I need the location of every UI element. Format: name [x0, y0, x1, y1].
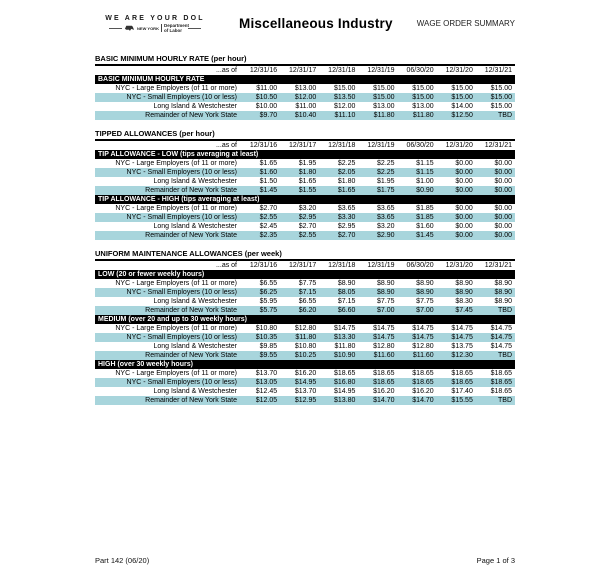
- rate-cell: $11.60: [373, 352, 395, 359]
- date-column-header: 06/30/20: [406, 262, 434, 269]
- date-column-header: 12/31/21: [484, 262, 512, 269]
- table-row: [95, 387, 515, 396]
- rate-cell: $0.00: [455, 223, 473, 230]
- rate-cell: $11.80: [295, 334, 317, 341]
- rate-cell: $14.75: [373, 325, 395, 332]
- region-label: Remainder of New York State: [145, 307, 237, 314]
- rate-cell: $0.00: [494, 214, 512, 221]
- rate-cell: $1.65: [259, 160, 278, 167]
- rate-cell: $0.00: [455, 160, 473, 167]
- date-column-header: 12/31/16: [249, 142, 278, 149]
- date-column-header: 06/30/20: [406, 67, 434, 74]
- dol-logo-subline: [95, 23, 215, 33]
- rate-cell: $14.95: [334, 388, 356, 395]
- date-column-header: 12/31/17: [289, 67, 317, 74]
- rate-cell: TBD: [498, 112, 512, 119]
- rate-cell: $13.00: [412, 103, 434, 110]
- date-column-header: 12/31/20: [445, 262, 473, 269]
- logo-state-text: NEW YORK: [137, 25, 159, 31]
- logo-dash-left: [109, 28, 122, 29]
- page-title: Miscellaneous Industry: [239, 16, 393, 31]
- rate-table: [95, 66, 515, 120]
- rate-cell: $2.70: [259, 205, 278, 212]
- region-label: NYC - Small Employers (10 or less): [126, 94, 237, 101]
- rate-cell: $11.10: [334, 112, 356, 119]
- rate-cell: $8.90: [416, 280, 434, 287]
- rate-cell: $7.75: [377, 298, 395, 305]
- rate-cell: $7.00: [416, 307, 434, 314]
- rate-cell: $3.65: [377, 214, 395, 221]
- rate-cell: $14.75: [412, 325, 434, 332]
- rate-cell: $1.65: [298, 178, 317, 185]
- rate-cell: $12.30: [451, 352, 473, 359]
- table-row: [95, 378, 515, 387]
- table-row: [95, 396, 515, 405]
- as-of-label: ...as of: [215, 142, 237, 149]
- date-column-header: 12/31/21: [484, 142, 512, 149]
- wage-table-section: [95, 249, 515, 405]
- rate-cell: $8.90: [416, 289, 434, 296]
- rate-cell: $12.95: [294, 397, 317, 404]
- rate-cell: $1.15: [416, 169, 434, 176]
- rate-cell: $1.45: [259, 187, 278, 194]
- rate-cell: $8.05: [337, 289, 356, 296]
- rate-cell: $7.15: [298, 289, 317, 296]
- rate-cell: $10.50: [255, 94, 278, 101]
- rate-cell: $0.00: [455, 205, 473, 212]
- rate-cell: $2.35: [259, 232, 278, 239]
- rate-cell: $12.00: [334, 103, 356, 110]
- rate-cell: $14.75: [334, 325, 356, 332]
- rate-cell: $10.40: [294, 112, 317, 119]
- rate-cell: $14.70: [412, 397, 434, 404]
- region-label: Long Island & Westchester: [153, 298, 237, 305]
- rate-cell: $10.35: [255, 334, 278, 341]
- category-band: TIP ALLOWANCE - HIGH (tips averaging at least): [95, 195, 515, 204]
- region-label: Remainder of New York State: [145, 232, 237, 239]
- as-of-label: ...as of: [215, 262, 237, 269]
- rate-cell: $16.80: [334, 379, 356, 386]
- rate-cell: $0.00: [494, 169, 512, 176]
- rate-cell: $0.90: [416, 187, 434, 194]
- rate-cell: $8.90: [494, 289, 512, 296]
- section-title: BASIC MINIMUM HOURLY RATE (per hour): [95, 54, 515, 66]
- category-band: LOW (20 or fewer weekly hours): [95, 270, 515, 279]
- date-column-header: 12/31/19: [367, 262, 395, 269]
- rate-cell: $16.20: [294, 370, 317, 377]
- rate-cell: $18.65: [334, 370, 356, 377]
- rate-cell: $2.95: [337, 223, 356, 230]
- rate-cell: $15.00: [334, 85, 356, 92]
- rate-cell: $0.00: [455, 214, 473, 221]
- rate-cell: $15.00: [373, 85, 395, 92]
- rate-cell: $11.00: [256, 85, 278, 92]
- table-row: [95, 102, 515, 111]
- rate-cell: $2.55: [298, 232, 317, 239]
- category-band-row: [95, 360, 515, 369]
- rate-cell: $15.00: [490, 94, 512, 101]
- table-row: [95, 159, 515, 168]
- date-column-header: 12/31/18: [328, 67, 356, 74]
- logo-dash-right: [188, 28, 201, 29]
- rate-cell: $0.00: [455, 187, 473, 194]
- rate-cell: $9.85: [259, 343, 278, 350]
- rate-cell: $12.80: [373, 343, 395, 350]
- rate-cell: $0.00: [494, 187, 512, 194]
- date-column-header: 12/31/20: [445, 67, 473, 74]
- rate-cell: $13.80: [334, 397, 356, 404]
- rate-cell: $10.25: [294, 352, 317, 359]
- as-of-label: ...as of: [215, 67, 237, 74]
- table-row: [95, 324, 515, 333]
- rate-cell: $3.65: [377, 205, 395, 212]
- rate-cell: $16.20: [412, 388, 434, 395]
- footer-part-number: Part 142 (06/20): [95, 556, 150, 565]
- table-row: [95, 351, 515, 360]
- rate-cell: TBD: [498, 307, 512, 314]
- table-row: [95, 369, 515, 378]
- rate-cell: $5.95: [259, 298, 278, 305]
- region-label: NYC - Small Employers (10 or less): [126, 289, 237, 296]
- rate-cell: $14.75: [451, 334, 473, 341]
- rate-cell: $12.80: [294, 325, 317, 332]
- date-column-header: 06/30/20: [406, 142, 434, 149]
- region-label: NYC - Large Employers (of 11 or more): [115, 325, 237, 332]
- rate-cell: $3.20: [377, 223, 395, 230]
- rate-cell: $0.00: [494, 160, 512, 167]
- dol-logo: [95, 13, 215, 33]
- region-label: Remainder of New York State: [145, 112, 237, 119]
- rate-table: [95, 261, 515, 405]
- date-column-header: 12/31/17: [289, 262, 317, 269]
- rate-table: [95, 141, 515, 240]
- rate-cell: $0.00: [455, 178, 473, 185]
- region-label: NYC - Small Employers (10 or less): [126, 214, 237, 221]
- rate-cell: $2.45: [259, 223, 278, 230]
- rate-cell: $14.75: [490, 334, 512, 341]
- rate-cell: $8.30: [455, 298, 473, 305]
- section-title: UNIFORM MAINTENANCE ALLOWANCES (per week): [95, 249, 515, 261]
- rate-cell: $15.00: [412, 85, 434, 92]
- rate-cell: $14.75: [373, 334, 395, 341]
- date-column-header: 12/31/21: [484, 67, 512, 74]
- rate-cell: $12.05: [255, 397, 278, 404]
- rate-cell: $2.25: [377, 169, 395, 176]
- table-row: [95, 186, 515, 195]
- region-label: NYC - Small Employers (10 or less): [126, 379, 237, 386]
- rate-cell: $2.70: [298, 223, 317, 230]
- wage-order-summary-label: WAGE ORDER SUMMARY: [416, 19, 515, 28]
- table-row: [95, 111, 515, 120]
- region-label: NYC - Large Employers (of 11 or more): [115, 160, 237, 167]
- document-header: [95, 13, 515, 33]
- rate-cell: $1.85: [416, 214, 434, 221]
- tables-container: [95, 54, 515, 414]
- rate-cell: $2.95: [298, 214, 317, 221]
- footer-page-number: Page 1 of 3: [476, 556, 515, 565]
- region-label: Remainder of New York State: [145, 187, 237, 194]
- rate-cell: $8.90: [377, 289, 395, 296]
- region-label: Remainder of New York State: [145, 397, 237, 404]
- rate-cell: $16.20: [373, 388, 395, 395]
- logo-department-text: Department of Labor: [163, 23, 189, 34]
- rate-cell: $2.70: [337, 232, 356, 239]
- rate-cell: $0.00: [494, 223, 512, 230]
- rate-cell: $13.70: [255, 370, 278, 377]
- rate-cell: $8.90: [494, 280, 512, 287]
- table-row: [95, 177, 515, 186]
- table-row: [95, 93, 515, 102]
- region-label: Long Island & Westchester: [153, 103, 237, 110]
- table-row: [95, 333, 515, 342]
- region-label: NYC - Large Employers (of 11 or more): [115, 370, 237, 377]
- table-row: [95, 213, 515, 222]
- rate-cell: $18.65: [490, 379, 512, 386]
- rate-cell: $15.00: [451, 94, 473, 101]
- rate-cell: $12.50: [451, 112, 473, 119]
- rate-cell: $2.05: [337, 169, 356, 176]
- rate-cell: $14.75: [490, 325, 512, 332]
- rate-cell: $10.90: [334, 352, 356, 359]
- date-column-header: 12/31/18: [328, 262, 356, 269]
- region-label: Long Island & Westchester: [153, 223, 237, 230]
- rate-cell: $14.75: [451, 325, 473, 332]
- rate-cell: $8.90: [377, 280, 395, 287]
- wage-table-section: [95, 129, 515, 240]
- rate-cell: $12.00: [294, 94, 317, 101]
- rate-cell: $18.65: [490, 370, 512, 377]
- rate-cell: $11.80: [334, 343, 356, 350]
- wage-table-section: [95, 54, 515, 120]
- column-header-row: [95, 141, 515, 150]
- category-band-row: [95, 75, 515, 84]
- rate-cell: $3.20: [298, 205, 317, 212]
- rate-cell: $18.65: [451, 379, 473, 386]
- rate-cell: $1.60: [416, 223, 434, 230]
- rate-cell: $13.05: [255, 379, 278, 386]
- rate-cell: $1.50: [259, 178, 278, 185]
- rate-cell: $15.00: [412, 94, 434, 101]
- rate-cell: $6.60: [337, 307, 356, 314]
- rate-cell: $15.55: [451, 397, 473, 404]
- rate-cell: $18.65: [373, 370, 395, 377]
- rate-cell: $8.90: [337, 280, 356, 287]
- rate-cell: $12.45: [255, 388, 278, 395]
- region-label: Long Island & Westchester: [153, 343, 237, 350]
- rate-cell: $5.75: [259, 307, 278, 314]
- rate-cell: $1.95: [298, 160, 317, 167]
- rate-cell: $7.00: [377, 307, 395, 314]
- table-row: [95, 288, 515, 297]
- rate-cell: $6.25: [259, 289, 278, 296]
- rate-cell: $1.55: [298, 187, 317, 194]
- rate-cell: $8.90: [455, 289, 473, 296]
- date-column-header: 12/31/16: [249, 262, 278, 269]
- logo-divider: [161, 24, 162, 32]
- category-band: MEDIUM (over 20 and up to 30 weekly hours): [95, 315, 515, 324]
- rate-cell: $1.45: [416, 232, 434, 239]
- rate-cell: $13.50: [334, 94, 356, 101]
- rate-cell: $15.00: [490, 85, 512, 92]
- rate-cell: $12.80: [412, 343, 434, 350]
- rate-cell: $1.80: [337, 178, 356, 185]
- rate-cell: $6.20: [298, 307, 317, 314]
- rate-cell: $13.70: [294, 388, 317, 395]
- rate-cell: $14.75: [412, 334, 434, 341]
- category-band-row: [95, 150, 515, 159]
- category-band-row: [95, 315, 515, 324]
- rate-cell: $7.15: [337, 298, 356, 305]
- rate-cell: $15.00: [451, 85, 473, 92]
- rate-cell: $18.65: [412, 370, 434, 377]
- table-row: [95, 342, 515, 351]
- rate-cell: $18.65: [490, 388, 512, 395]
- rate-cell: $3.30: [337, 214, 356, 221]
- region-label: Long Island & Westchester: [153, 178, 237, 185]
- category-band: TIP ALLOWANCE - LOW (tips averaging at least): [95, 150, 515, 159]
- rate-cell: $8.90: [494, 298, 512, 305]
- category-band: HIGH (over 30 weekly hours): [95, 360, 515, 369]
- rate-cell: $11.80: [412, 112, 434, 119]
- rate-cell: $2.55: [259, 214, 278, 221]
- rate-cell: $9.55: [259, 352, 278, 359]
- rate-cell: $1.65: [337, 187, 356, 194]
- date-column-header: 12/31/16: [249, 67, 278, 74]
- column-header-row: [95, 261, 515, 270]
- rate-cell: $1.60: [259, 169, 278, 176]
- rate-cell: $0.00: [455, 232, 473, 239]
- rate-cell: $13.00: [373, 103, 395, 110]
- date-column-header: 12/31/18: [328, 142, 356, 149]
- rate-cell: $0.00: [494, 178, 512, 185]
- rate-cell: $7.45: [455, 307, 473, 314]
- table-row: [95, 279, 515, 288]
- rate-cell: $15.00: [490, 103, 512, 110]
- table-row: [95, 204, 515, 213]
- rate-cell: $6.55: [259, 280, 278, 287]
- rate-cell: $14.75: [490, 343, 512, 350]
- rate-cell: $1.95: [377, 178, 395, 185]
- rate-cell: $1.15: [416, 160, 434, 167]
- date-column-header: 12/31/19: [367, 142, 395, 149]
- rate-cell: $1.85: [416, 205, 434, 212]
- rate-cell: $13.75: [451, 343, 473, 350]
- rate-cell: $2.25: [377, 160, 395, 167]
- rate-cell: $13.30: [334, 334, 356, 341]
- category-band-row: [95, 195, 515, 204]
- category-band-row: [95, 270, 515, 279]
- rate-cell: $10.00: [255, 103, 278, 110]
- column-header-row: [95, 66, 515, 75]
- rate-cell: $1.00: [416, 178, 434, 185]
- rate-cell: $11.60: [412, 352, 434, 359]
- table-row: [95, 297, 515, 306]
- region-label: Long Island & Westchester: [153, 388, 237, 395]
- date-column-header: 12/31/17: [289, 142, 317, 149]
- region-label: NYC - Small Employers (10 or less): [126, 334, 237, 341]
- table-row: [95, 168, 515, 177]
- rate-cell: $3.65: [337, 205, 356, 212]
- rate-cell: $10.80: [255, 325, 278, 332]
- rate-cell: $13.00: [294, 85, 317, 92]
- region-label: NYC - Small Employers (10 or less): [126, 169, 237, 176]
- rate-cell: $2.25: [337, 160, 356, 167]
- rate-cell: $11.80: [373, 112, 395, 119]
- region-label: Remainder of New York State: [145, 352, 237, 359]
- region-label: NYC - Large Employers (of 11 or more): [115, 85, 237, 92]
- rate-cell: $18.65: [451, 370, 473, 377]
- rate-cell: $17.40: [451, 388, 473, 395]
- section-title: TIPPED ALLOWANCES (per hour): [95, 129, 515, 141]
- rate-cell: $0.00: [494, 205, 512, 212]
- region-label: NYC - Large Employers (of 11 or more): [115, 280, 237, 287]
- category-band: BASIC MINIMUM HOURLY RATE: [95, 75, 515, 84]
- rate-cell: $0.00: [494, 232, 512, 239]
- rate-cell: $2.90: [377, 232, 395, 239]
- table-row: [95, 306, 515, 315]
- table-row: [95, 231, 515, 240]
- rate-cell: $10.80: [294, 343, 317, 350]
- document-footer: [95, 556, 515, 565]
- rate-cell: $14.95: [294, 379, 317, 386]
- region-label: NYC - Large Employers (of 11 or more): [115, 205, 237, 212]
- rate-cell: $0.00: [455, 169, 473, 176]
- dol-logo-text: WE ARE YOUR DOL: [105, 15, 205, 22]
- date-column-header: 12/31/19: [367, 67, 395, 74]
- rate-cell: $6.55: [298, 298, 317, 305]
- date-column-header: 12/31/20: [445, 142, 473, 149]
- rate-cell: $1.75: [377, 187, 395, 194]
- rate-cell: $7.75: [416, 298, 434, 305]
- rate-cell: $18.65: [412, 379, 434, 386]
- rate-cell: TBD: [498, 397, 512, 404]
- rate-cell: $15.00: [373, 94, 395, 101]
- rate-cell: $1.80: [298, 169, 317, 176]
- rate-cell: $7.75: [298, 280, 317, 287]
- table-row: [95, 84, 515, 93]
- rate-cell: $11.00: [295, 103, 317, 110]
- rate-cell: $18.65: [373, 379, 395, 386]
- rate-cell: $8.90: [455, 280, 473, 287]
- rate-cell: $9.70: [259, 112, 278, 119]
- rate-cell: TBD: [498, 352, 512, 359]
- ny-state-icon: [124, 24, 135, 32]
- rate-cell: $14.00: [451, 103, 473, 110]
- rate-cell: $14.70: [373, 397, 395, 404]
- table-row: [95, 222, 515, 231]
